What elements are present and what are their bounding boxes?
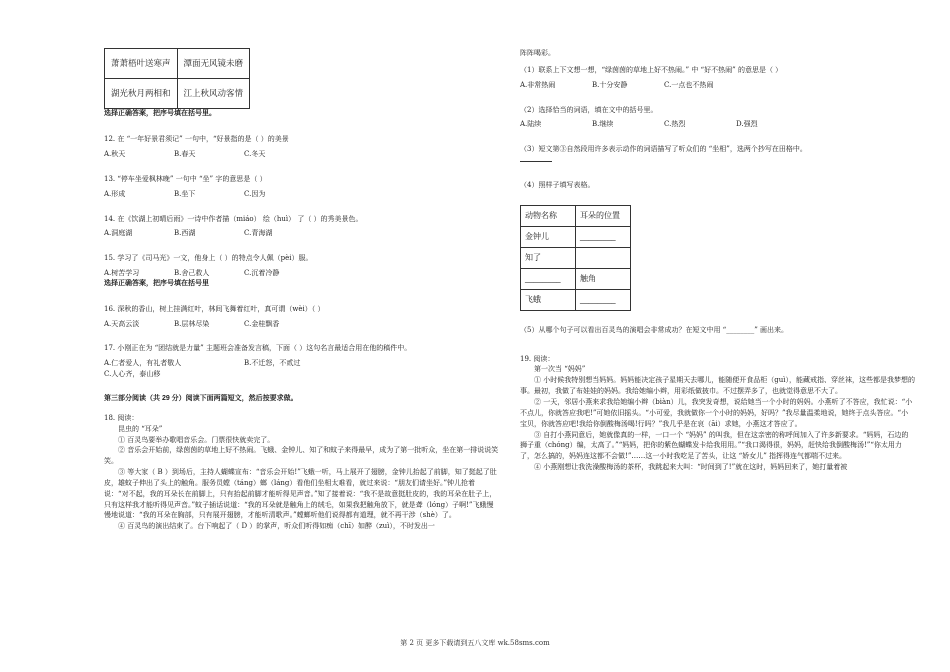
question-stem: （5）从哪个句子可以看出百灵鸟的演唱会非常成功？在短文中用 “________” 画出来。 — [520, 325, 789, 334]
table-cell: 萧萧梧叶送寒声 — [105, 49, 178, 79]
ear-position-table — [520, 205, 631, 311]
question-stem: 14. 在《饮湖上初晴后雨》一诗中作者描（miáo） 绘（huì） 了（ ）的秀美景色。 — [104, 214, 363, 223]
question-19 — [520, 354, 915, 473]
option-c[interactable]: C.金桂飘香 — [244, 319, 280, 328]
table-header-cell: 耳朵的位置 — [576, 205, 631, 226]
option-c[interactable]: C.热烈 — [664, 120, 686, 129]
passage-paragraph: ④ 百灵鸟的演出结束了。台下响起了（ D ）的掌声，听众们听得如痴（chī）如醉（zuì），不时发出一 — [118, 522, 435, 531]
table-row — [105, 79, 250, 109]
table-cell: 潭面无风镜未磨 — [177, 49, 250, 79]
subquestion-5 — [520, 325, 915, 336]
option-c[interactable]: C.冬天 — [244, 150, 266, 159]
option-a[interactable]: A.仁者爱人，有礼者敬人 — [104, 359, 182, 368]
question-stem: 15. 学习了《司马光》一文，他身上（ ）的特点令人佩（pèi）服。 — [104, 254, 313, 263]
table-row — [521, 268, 631, 289]
options — [104, 189, 499, 200]
table-cell: 知了 — [521, 247, 576, 268]
option-d[interactable]: D.强烈 — [736, 120, 758, 129]
question-stem: （2）选择恰当的词语，填在文中的括号里。 — [520, 105, 658, 114]
passage-continuation: 阵阵喝彩。 — [520, 49, 555, 57]
table-header-row — [521, 205, 631, 226]
section-heading: 选择正确答案，把序号填在括号里 — [104, 279, 209, 287]
option-a[interactable]: A.洞庭湖 — [104, 229, 133, 238]
option-c[interactable]: C.因为 — [244, 189, 266, 198]
table-cell[interactable]: ________ — [521, 268, 576, 289]
question-15 — [104, 253, 499, 279]
page-footer: 第 2 页 更多下载请到五八文库 wk.58sms.com — [400, 639, 550, 647]
passage-paragraph: ③ 等大家（ B ）到场后，主持人蝴蝶宣布：“音乐会开始!”飞蛾一听，马上展开了翅膀，金钟儿抬起了前脚，知了挺起了肚皮，雄蚊子伸出了头上的触角。服务员螳（táng）螂（láng）看他们坐相太难看，就过来说：“朋友们请坐好。”钟儿抢着说：“对不起，我的耳朵长在前脚上，只有抬起前脚才能听得见声音。”知了接着说：“我不是故意挺肚皮的，我的耳朵在肚子上，只有这样我才能听得见声音。”蚊子插话说道：“我的耳朵就是触角上的绒毛，如果我把触角放下，就是聋（lóng）子啊!”飞蛾慢慢地说道：“我的耳朵在胸部，只有展开翅膀，才能听清歌声。”螳螂听他们说得都有道理，就不再干涉（shè）了。 — [104, 468, 497, 520]
table-row — [521, 226, 631, 247]
option-c[interactable]: C.青海湖 — [244, 229, 273, 238]
table-row — [521, 289, 631, 310]
question-13 — [104, 174, 499, 200]
option-c[interactable]: C.沉着冷静 — [244, 269, 280, 278]
passage-paragraph: ① 百灵鸟要举办歌唱音乐会。门票很快就卖完了。 — [118, 435, 275, 444]
options — [104, 228, 499, 239]
table-cell[interactable]: ________ — [576, 226, 631, 247]
table-cell[interactable]: ________ — [576, 289, 631, 310]
option-c[interactable]: C.一点也不热闹 — [664, 80, 714, 89]
left-column — [104, 48, 499, 532]
subquestion-4 — [520, 180, 915, 311]
question-stem: 12. 在 “一年好景君须记” 一句中，“好景指的是（ ）的美景 — [104, 135, 289, 144]
table-row — [521, 247, 631, 268]
question-stem: 16. 深秋的香山，树上挂满红叶，林间飞舞着红叶，真可谓（wèi）（ ） — [104, 304, 325, 313]
question-stem: （1）联系上下文想一想，“绿茵茵的草地上好不热闹。” 中 “好不热闹” 的意思是（ ） — [520, 65, 783, 74]
passage-paragraph: ② 音乐会开始前，绿茵茵的草地上好不热闹。飞蛾、金钟儿、知了和蚊子来得最早，成为了第一批听众，坐在第一排说说笑笑。 — [104, 446, 499, 466]
passage-paragraph: ④ 小燕刚想让我洗澡酸梅汤的茶杯，我跳起来大叫：“时间到了!”就在这时，妈妈回来了，她打量着被 — [534, 463, 848, 472]
table-header-cell: 动物名称 — [521, 205, 576, 226]
table-cell: 触角 — [576, 268, 631, 289]
passage-paragraph: ① 小时候我特别想当妈妈。妈妈能决定孩子星期天去哪儿，能随便开食品柜（guì），能藏戒指、穿丝袜，这些都是我梦想的事。最初，我做了布娃娃的妈妈。我给她编小辫，用彩纸做披巾。不过摆弄多了，也就觉得意思不大了。 — [520, 376, 915, 396]
option-b[interactable]: B.十分安静 — [592, 80, 628, 89]
question-17 — [104, 343, 499, 380]
option-b[interactable]: B.继续 — [592, 120, 614, 129]
option-a[interactable]: A.天高云淡 — [104, 319, 140, 328]
question-18 — [104, 413, 499, 532]
options — [104, 149, 499, 160]
option-c[interactable]: C.人心齐，泰山移 — [104, 370, 161, 379]
question-stem: （3）短文第③自然段用许多表示动作的词语描写了听众们的 “坐相”，选两个抄写在田格中。 — [520, 145, 807, 154]
subquestion-3 — [520, 144, 915, 166]
question-stem: 13. “停车坐爱枫林晚” 一句中 “坐” 字的意思是（ ） — [104, 174, 267, 183]
passage-title: 昆虫的 “耳朵” — [118, 424, 163, 433]
table-cell: 金钟儿 — [521, 226, 576, 247]
table-row — [105, 49, 250, 79]
option-a[interactable]: A.树苦学习 — [104, 269, 140, 278]
option-b[interactable]: B.舍己救人 — [174, 269, 210, 278]
option-b[interactable]: B.西湖 — [174, 229, 196, 238]
passage-title: 第一次当 “妈妈” — [534, 365, 586, 374]
answer-blank[interactable] — [520, 155, 915, 166]
table-cell: 江上秋风动客情 — [177, 79, 250, 109]
table-cell[interactable] — [576, 247, 631, 268]
option-a[interactable]: A.秋天 — [104, 150, 126, 159]
table-cell: 飞蛾 — [521, 289, 576, 310]
idioms-table — [104, 48, 250, 109]
options — [104, 358, 499, 369]
options — [520, 80, 915, 91]
options — [520, 119, 915, 130]
subquestion-2 — [520, 105, 915, 131]
question-head: 19. 阅读： — [520, 354, 555, 363]
subquestion-1 — [520, 65, 915, 91]
table-cell: 湖光秋月两相和 — [105, 79, 178, 109]
options — [104, 268, 499, 279]
question-head: 18. 阅读： — [104, 413, 139, 422]
question-12 — [104, 134, 499, 160]
option-a[interactable]: A.陆续 — [520, 120, 542, 129]
question-16 — [104, 304, 499, 330]
section-heading: 第三部分阅读（共 29 分）阅读下面两篇短文，然后按要求做。 — [104, 395, 298, 402]
option-b[interactable]: B.春天 — [174, 150, 196, 159]
question-14 — [104, 214, 499, 240]
option-b[interactable]: B.坐下 — [174, 189, 196, 198]
option-a[interactable]: A.形成 — [104, 189, 126, 198]
passage-paragraph: ③ 自打小燕同意后，她就像真的一样，一口一个 “妈妈” 的叫我，但在这亲密的称呼间加入了许多新要求。“妈妈，石边的狮子重（chóng）编，太高了。”“妈妈，把你的紫色蝴蝶发卡给我用用。”“我口渴得很，妈妈，赶快给我倒酸梅汤!”“你太用力了，怎么搞的，妈妈连这都不会做!”……这一小时我吃足了苦头，让这 “娇女儿” 指挥得连气都喘不过来。 — [520, 430, 909, 461]
option-b[interactable]: B.层林尽染 — [174, 319, 210, 328]
option-a[interactable]: A.非常热闹 — [520, 80, 556, 89]
question-stem: 17. 小刚正在为 “团结就是力量” 主题班会准备发言稿，下面（ ）这句名言最适合用在他的稿件中。 — [104, 344, 412, 353]
section-heading: 选择正确答案，把序号填在括号里。 — [104, 110, 216, 118]
options — [104, 319, 499, 330]
right-column — [520, 48, 915, 473]
option-b[interactable]: B.不迁怒，不贰过 — [244, 359, 301, 368]
passage-paragraph: ② 一天，邻居小燕来求我给她编小辫（biàn）儿，我突发奇想，说给她当一个小时的妈妈。小燕听了不答应，我忙说：“小不点儿，你就答应我吧!”可她依旧摇头。“小可爱，我就做你一个小时的妈妈，好吗？”我尽量温柔地说，她终于点头答应。“小宝贝，你就答应吧!我给你倒酸梅汤喝!行吗？”我几乎是在哀（āi）求她，小燕这才答应了。 — [520, 397, 913, 428]
question-stem: （4）照样子填写表格。 — [520, 180, 595, 189]
